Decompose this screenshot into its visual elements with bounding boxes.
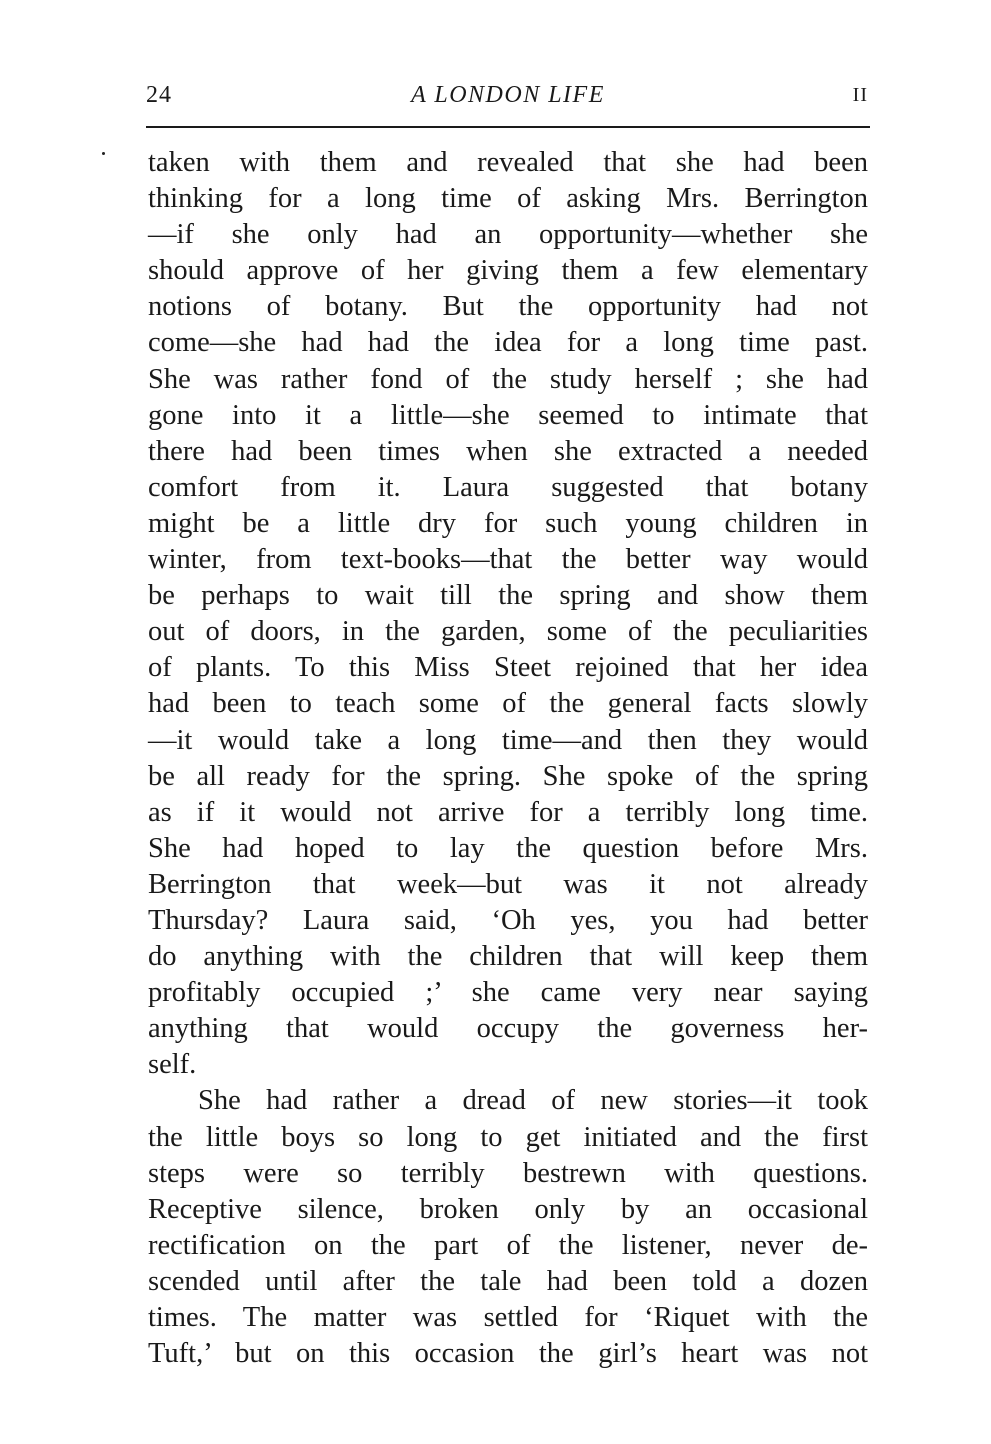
text-line: steps were so terribly bestrewn with questions.: [148, 1157, 868, 1189]
text-line: do anything with the children that will keep them: [148, 941, 868, 973]
paragraph-1: [148, 145, 868, 1083]
text-line: Tuft,’ but on this occasion the girl’s heart was not: [148, 1338, 868, 1370]
text-line: self.: [148, 1049, 197, 1081]
text-line: out of doors, in the garden, some of the peculiarities: [148, 616, 868, 648]
text-line: winter, from text-books—that the better way would: [148, 544, 868, 576]
text-line: be all ready for the spring. She spoke of the spring: [148, 760, 868, 792]
body-text: [148, 145, 868, 1372]
chapter-mark: II: [852, 84, 868, 106]
paragraph-2: [148, 1083, 868, 1372]
text-line: —if she only had an opportunity—whether she: [148, 219, 868, 251]
text-line: comfort from it. Laura suggested that botany: [148, 471, 868, 503]
page-number: 24: [146, 82, 172, 108]
page-header: [146, 82, 870, 122]
text-line: Berrington that week—but was it not already: [148, 868, 868, 900]
text-line: Thursday? Laura said, ‘Oh yes, you had better: [148, 904, 868, 936]
text-line: gone into it a little—she seemed to intimate that: [148, 399, 868, 431]
text-line: as if it would not arrive for a terribly long time.: [148, 796, 868, 828]
text-line: had been to teach some of the general facts slowly: [148, 688, 868, 720]
text-line: thinking for a long time of asking Mrs. Berrington: [148, 183, 868, 215]
running-title: A LONDON LIFE: [411, 82, 605, 108]
text-line: She had hoped to lay the question before Mrs.: [148, 832, 868, 864]
text-line: should approve of her giving them a few elementary: [148, 255, 868, 287]
text-line: be perhaps to wait till the spring and show them: [148, 580, 868, 612]
header-rule: [146, 126, 870, 128]
text-line: Receptive silence, broken only by an occasional: [148, 1193, 868, 1225]
text-line: taken with them and revealed that she had been: [148, 147, 868, 178]
text-line: there had been times when she extracted a needed: [148, 435, 868, 467]
text-line: anything that would occupy the governess her-: [148, 1013, 868, 1045]
text-line: rectification on the part of the listener, never de-: [148, 1229, 868, 1261]
text-line: scended until after the tale had been told a dozen: [148, 1265, 868, 1297]
text-line: She had rather a dread of new stories—it took: [198, 1085, 868, 1117]
text-line: come—she had had the idea for a long time past.: [148, 327, 868, 359]
text-line: the little boys so long to get initiated and the first: [148, 1121, 868, 1153]
print-speck: [102, 152, 105, 155]
text-line: —it would take a long time—and then they would: [148, 724, 868, 756]
text-line: might be a little dry for such young children in: [148, 507, 868, 539]
text-line: She was rather fond of the study herself ; she had: [148, 363, 868, 395]
text-line: profitably occupied ;’ she came very near saying: [148, 977, 868, 1009]
text-line: times. The matter was settled for ‘Riquet with the: [148, 1302, 868, 1333]
text-line: notions of botany. But the opportunity had not: [148, 291, 868, 323]
text-line: of plants. To this Miss Steet rejoined that her idea: [148, 652, 868, 684]
